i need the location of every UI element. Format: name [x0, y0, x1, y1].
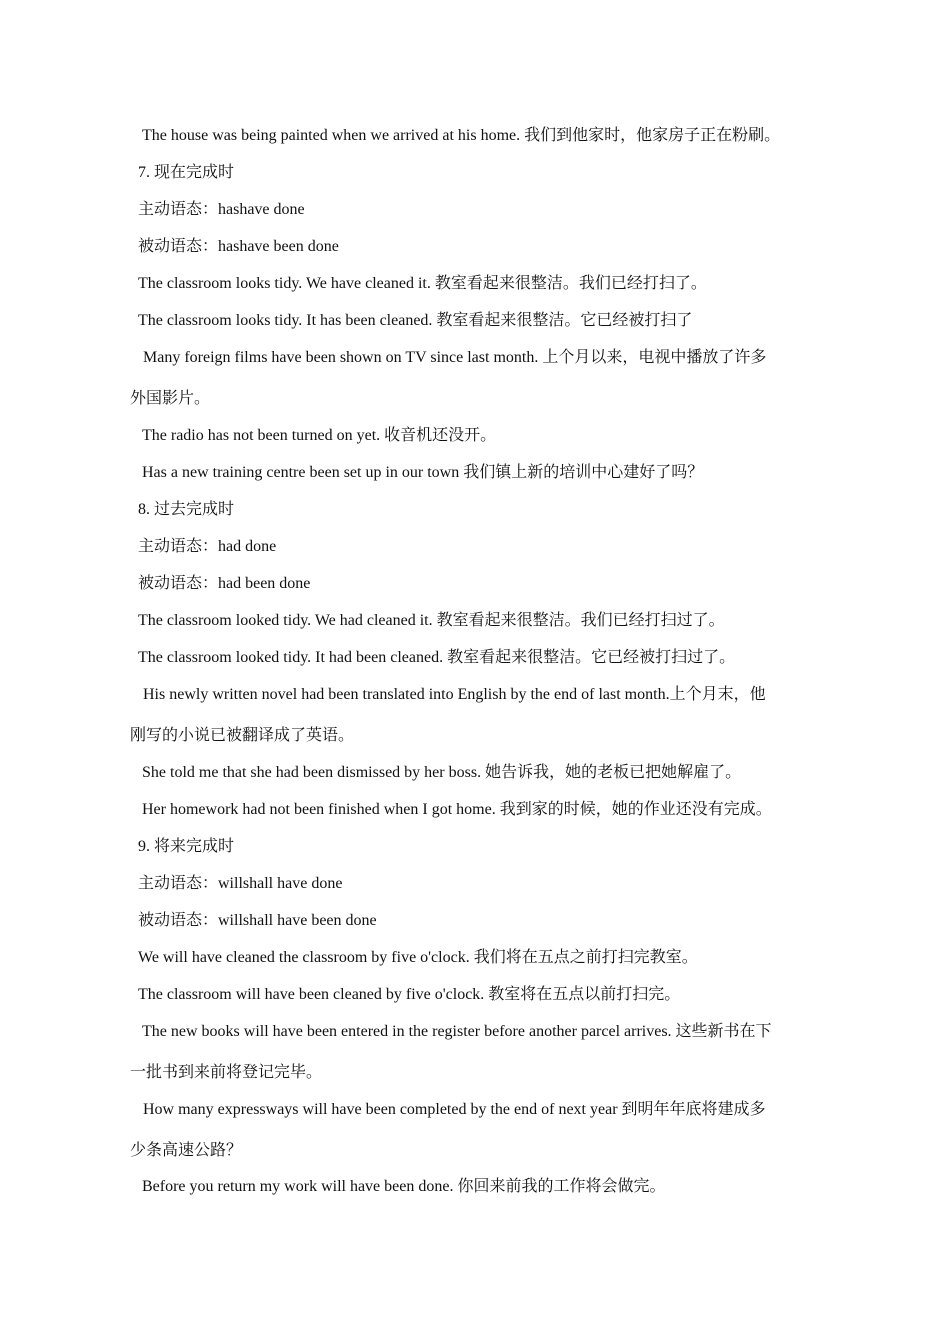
example-sentence: Her homework had not been finished when I got home. 我到家的时候，她的作业还没有完成。	[142, 801, 772, 818]
example-sentence: The classroom looks tidy. We have cleaned it. 教室看起来很整洁。我们已经打扫了。	[138, 275, 707, 292]
example-sentence-continued: 刚写的小说已被翻译成了英语。	[130, 727, 355, 744]
active-voice-form: 主动语态：willshall have done	[138, 875, 343, 892]
section-heading: 8. 过去完成时	[138, 501, 235, 518]
example-sentence: We will have cleaned the classroom by five o'clock. 我们将在五点之前打扫完教室。	[138, 949, 698, 966]
example-sentence: Many foreign films have been shown on TV since last month. 上个月以来，电视中播放了许多	[143, 349, 767, 366]
example-sentence: She told me that she had been dismissed by her boss. 她告诉我，她的老板已把她解雇了。	[142, 764, 742, 781]
passive-voice-form: 被动语态：had been done	[138, 575, 311, 592]
passive-voice-form: 被动语态：willshall have been done	[138, 912, 377, 929]
example-sentence-continued: 一批书到来前将登记完毕。	[130, 1064, 323, 1081]
example-sentence: His newly written novel had been translated into English by the end of last month.上个月末，他	[143, 686, 766, 703]
example-sentence: The classroom will have been cleaned by five o'clock. 教室将在五点以前打扫完。	[138, 986, 681, 1003]
example-sentence: How many expressways will have been completed by the end of next year 到明年年底将建成多	[143, 1101, 766, 1118]
active-voice-form: 主动语态：hashave done	[138, 201, 305, 218]
section-heading: 9. 将来完成时	[138, 838, 235, 855]
example-sentence: The new books will have been entered in the register before another parcel arrives. 这些新书在下	[142, 1023, 772, 1040]
example-sentence: The classroom looked tidy. It had been cleaned. 教室看起来很整洁。它已经被打扫过了。	[138, 649, 736, 666]
example-sentence-continued: 外国影片。	[130, 390, 211, 407]
example-sentence: The classroom looked tidy. We had cleaned it. 教室看起来很整洁。我们已经打扫过了。	[138, 612, 725, 629]
passive-voice-form: 被动语态：hashave been done	[138, 238, 339, 255]
example-sentence: The radio has not been turned on yet. 收音机还没开。	[142, 427, 497, 444]
section-heading: 7. 现在完成时	[138, 164, 235, 181]
example-sentence-continued: 少条高速公路？	[130, 1142, 243, 1159]
example-sentence: The classroom looks tidy. It has been cleaned. 教室看起来很整洁。它已经被打扫了	[138, 312, 693, 329]
example-sentence: Has a new training centre been set up in our town 我们镇上新的培训中心建好了吗？	[142, 464, 704, 481]
example-sentence: Before you return my work will have been done. 你回来前我的工作将会做完。	[142, 1178, 666, 1195]
active-voice-form: 主动语态：had done	[138, 538, 277, 555]
example-sentence: The house was being painted when we arrived at his home. 我们到他家时，他家房子正在粉刷。	[142, 127, 781, 144]
